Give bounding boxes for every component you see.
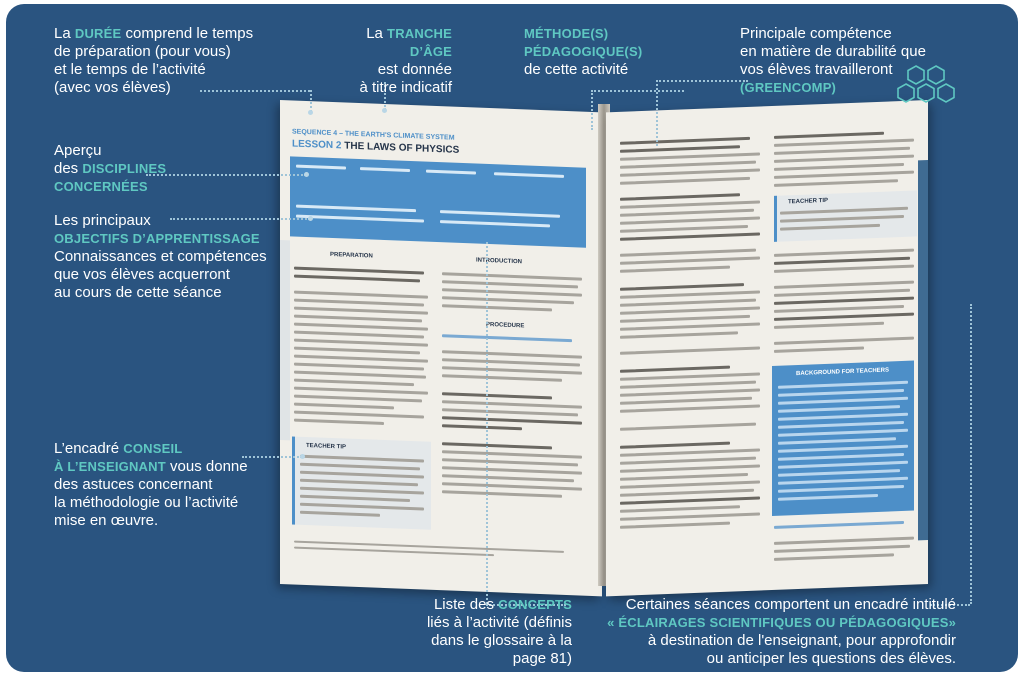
objectifs-line5: au cours de cette séance	[54, 284, 222, 301]
teacher-tip-heading: TEACHER TIP	[306, 442, 347, 451]
conseil-highlight2: À L’ENSEIGNANT	[54, 459, 166, 474]
annotation-apercu	[54, 142, 166, 196]
right-side-tab	[918, 160, 928, 540]
hexagon-cluster-icon	[896, 64, 956, 108]
competence-line1: Principale compétence	[740, 25, 892, 42]
annotation-conseil	[54, 440, 248, 530]
methode-highlight2: PÉDAGOGIQUE(S)	[524, 44, 643, 59]
objectifs-line3: Connaissances et compétences	[54, 248, 267, 265]
apercu-line1: Aperçu	[54, 142, 102, 159]
sequence-label: SEQUENCE 4 – THE EARTH'S CLIMATE SYSTEM	[292, 128, 455, 142]
tranche-line3: à titre indicatif	[359, 79, 452, 96]
objectifs-highlight: OBJECTIFS D’APPRENTISSAGE	[54, 231, 260, 246]
conseil-after2: vous donne	[165, 458, 248, 475]
annotation-objectifs	[54, 212, 267, 302]
tranche-line2: est donnée	[377, 61, 452, 78]
competence-highlight: (GREENCOMP)	[740, 80, 837, 95]
right-teacher-tip-heading: TEACHER TIP	[788, 197, 829, 206]
methode-highlight1: MÉTHODE(S)	[524, 26, 609, 41]
conseil-line3: des astuces concernant	[54, 476, 213, 493]
apercu-highlight2: CONCERNÉES	[54, 179, 148, 194]
duree-line2: de préparation (pour vous)	[54, 43, 231, 60]
book-spread	[280, 100, 928, 584]
lesson-name: THE LAWS OF PHYSICS	[344, 140, 460, 156]
duree-line4: (avec vos élèves)	[54, 79, 171, 96]
preparation-heading: PREPARATION	[330, 251, 373, 260]
annotation-methode	[524, 25, 642, 79]
methode-line3: de cette activité	[524, 61, 629, 78]
lesson-title	[292, 138, 459, 155]
lesson-label: LESSON 2	[292, 138, 342, 152]
eclairages-line1: Certaines séances comportent un encadré intitulé	[625, 596, 956, 613]
duree-highlight: DURÉE	[74, 26, 122, 41]
concepts-highlight: CONCEPTS	[498, 597, 572, 612]
annotation-duree	[54, 25, 253, 97]
conseil-before: L’encadré	[54, 440, 124, 457]
procedure-heading: PROCEDURE	[486, 321, 525, 330]
duree-before: La	[54, 25, 75, 42]
apercu-before: des	[54, 160, 83, 177]
conseil-highlight1: CONSEIL	[123, 441, 183, 456]
competence-line2: en matière de durabilité que	[740, 43, 926, 60]
concepts-line3: dans le glossaire à la page 81)	[431, 632, 572, 667]
conseil-line4: la méthodologie ou l’activité	[54, 494, 239, 511]
introduction-heading: INTRODUCTION	[476, 257, 522, 266]
infographic-panel	[6, 4, 1018, 672]
objectifs-line1: Les principaux	[54, 212, 151, 229]
left-page	[280, 100, 602, 596]
competence-line3: vos élèves travailleront	[740, 61, 893, 78]
objectifs-line4: que vos élèves acquerront	[54, 266, 230, 283]
concepts-line2: liés à l’activité (définis	[426, 614, 572, 631]
apercu-highlight1: DISCIPLINES	[82, 161, 167, 176]
annotation-tranche	[322, 25, 452, 97]
duree-line3: et le temps de l’activité	[54, 61, 206, 78]
background-heading: BACKGROUND FOR TEACHERS	[796, 367, 889, 378]
duree-after: comprend le temps	[121, 25, 254, 42]
eclairages-highlight: « ÉCLAIRAGES SCIENTIFIQUES OU PÉDAGOGIQUES»	[607, 615, 956, 630]
concepts-before: Liste des	[433, 596, 499, 613]
tranche-highlight: TRANCHE D’ÂGE	[387, 26, 452, 59]
tranche-before: La	[366, 25, 388, 42]
annotation-concepts	[406, 596, 572, 668]
annotation-eclairages	[596, 596, 956, 668]
right-page	[606, 100, 928, 596]
eclairages-line4: ou anticiper les questions des élèves.	[706, 650, 956, 667]
conseil-line5: mise en œuvre.	[54, 512, 159, 529]
eclairages-line3: à destination de l'enseignant, pour approfondir	[647, 632, 956, 649]
